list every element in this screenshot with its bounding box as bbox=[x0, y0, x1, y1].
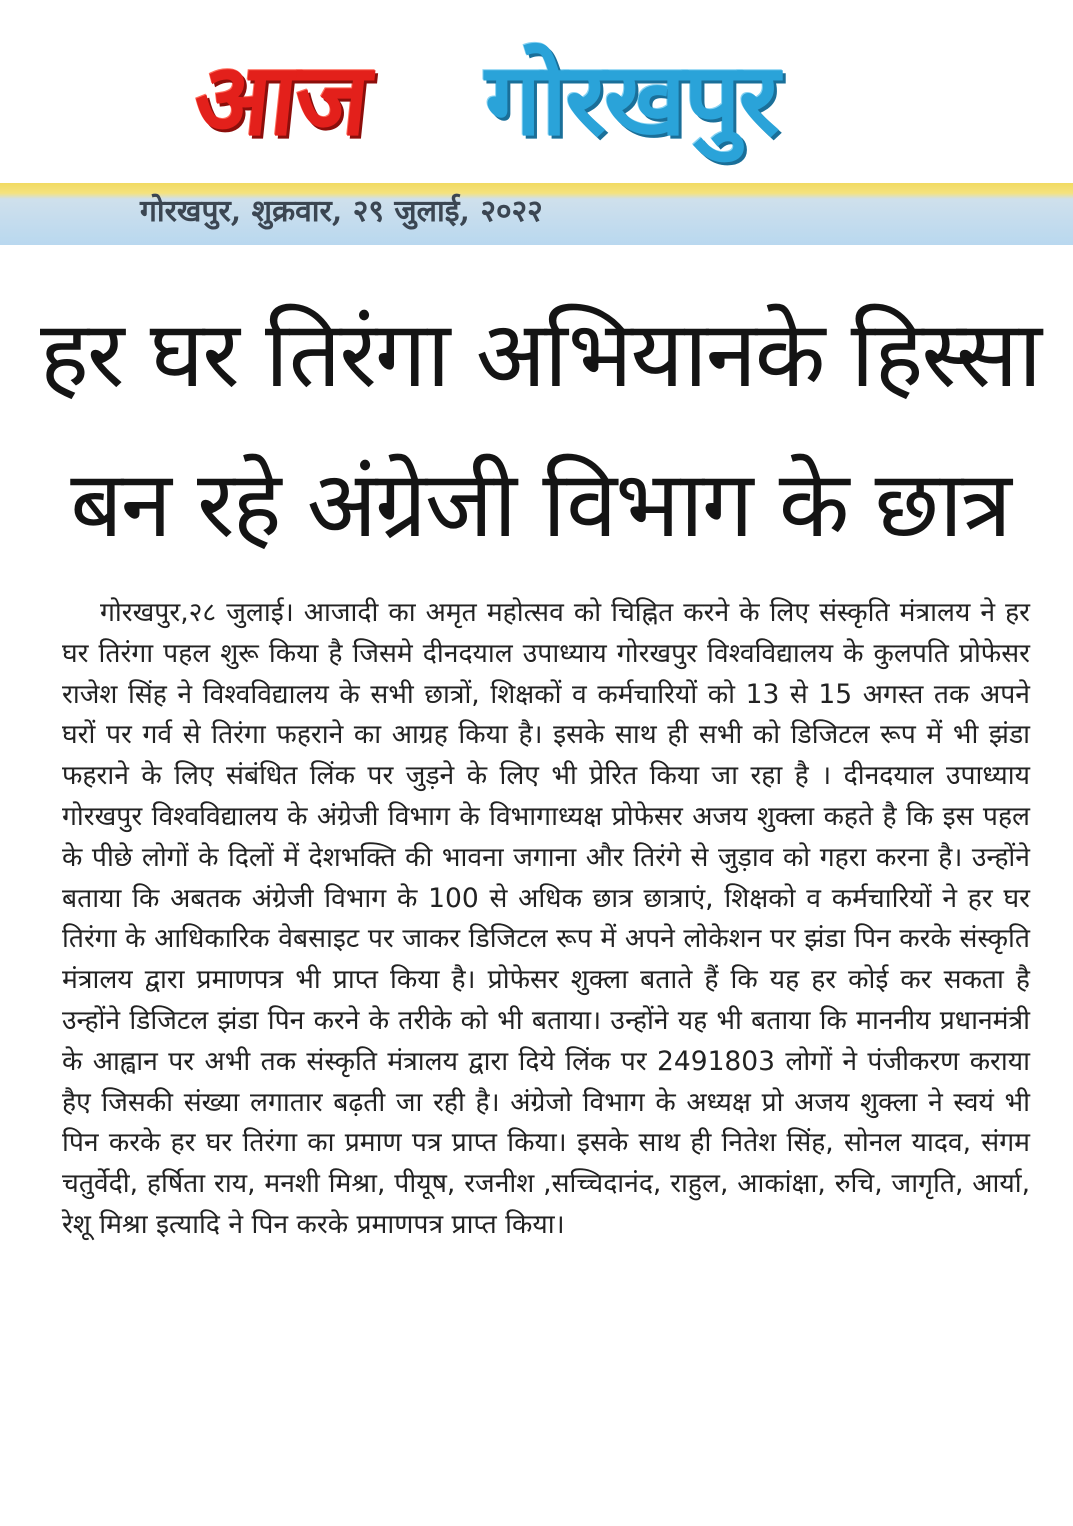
headline bbox=[40, 280, 1040, 580]
headline-line-1: हर घर तिरंगा अभियानके हिस्सा bbox=[40, 301, 1041, 408]
dateline: गोरखपुर, शुक्रवार, २९ जुलाई, २०२२ bbox=[140, 194, 543, 229]
newspaper-logo-aaj: आज bbox=[188, 41, 374, 158]
headline-line-2: बन रहे अंग्रेजी विभाग के छात्र bbox=[70, 451, 1010, 558]
newspaper-logo-city: गोरखपुर bbox=[485, 41, 778, 158]
masthead bbox=[0, 0, 1073, 180]
article-body: गोरखपुर,२८ जुलाई। आजादी का अमृत महोत्सव को चिह्नित करने के लिए संस्कृति मंत्रालय ने हर घर तिरंगा पहल शुरू किया है जिसमे दीनदयाल उपाध्याय गोरखपुर विश्वविद्यालय के कुलपति प्रोफेसर राजेश सिंह ने विश्वविद्यालय के सभी छात्रों, शिक्षकों व कर्मचारियों को 13 से 15 अगस्त तक अपने घरों पर गर्व से तिरंगा फहराने का आग्रह किया है। इसके साथ ही सभी को डिजिटल रूप में भी झंडा फहराने के लिए संबंधित लिंक पर जुड़ने के लिए भी प्रेरित किया जा रहा है । दीनदयाल उपाध्याय गोरखपुर विश्वविद्यालय के अंग्रेजी विभाग के विभागाध्यक्ष प्रोफेसर अजय शुक्ला कहते है कि इस पहल के पीछे लोगों के दिलों में देशभक्ति की भावना जगाना और तिरंगे से जुड़ाव को गहरा करना है। उन्होंने बताया कि अबतक अंग्रेजी विभाग के 100 से अधिक छात्र छात्राएं, शिक्षको व कर्मचारियों ने हर घर तिरंगा के आधिकारिक वेबसाइट पर जाकर डिजिटल रूप में अपने लोकेशन पर झंडा पिन करके संस्कृति मंत्रालय द्वारा प्रमाणपत्र भी प्राप्त किया है। प्रोफेसर शुक्ला बताते हैं कि यह हर कोई कर सकता है उन्होंने डिजिटल झंडा पिन करने के तरीके को भी बताया। उन्होंने यह भी बताया कि माननीय प्रधानमंत्री के आह्वान पर अभी तक संस्कृति मंत्रालय द्वारा दिये लिंक पर 2491803 लोगों ने पंजीकरण कराया हैए जिसकी संख्या लगातार बढ़ती जा रही है। अंग्रेजो विभाग के अध्यक्ष प्रो अजय शुक्ला ने स्वयं भी पिन करके हर घर तिरंगा का प्रमाण पत्र प्राप्त किया। इसके साथ ही नितेश सिंह, सोनल यादव, संगम चतुर्वेदी, हर्षिता राय, मनशी मिश्रा, पीयूष, रजनीश ,सच्चिदानंद, राहुल, आकांक्षा, रुचि, जागृति, आर्या, रेशू मिश्रा इत्यादि ने पिन करके प्रमाणपत्र प्राप्त किया। bbox=[62, 597, 1030, 1240]
